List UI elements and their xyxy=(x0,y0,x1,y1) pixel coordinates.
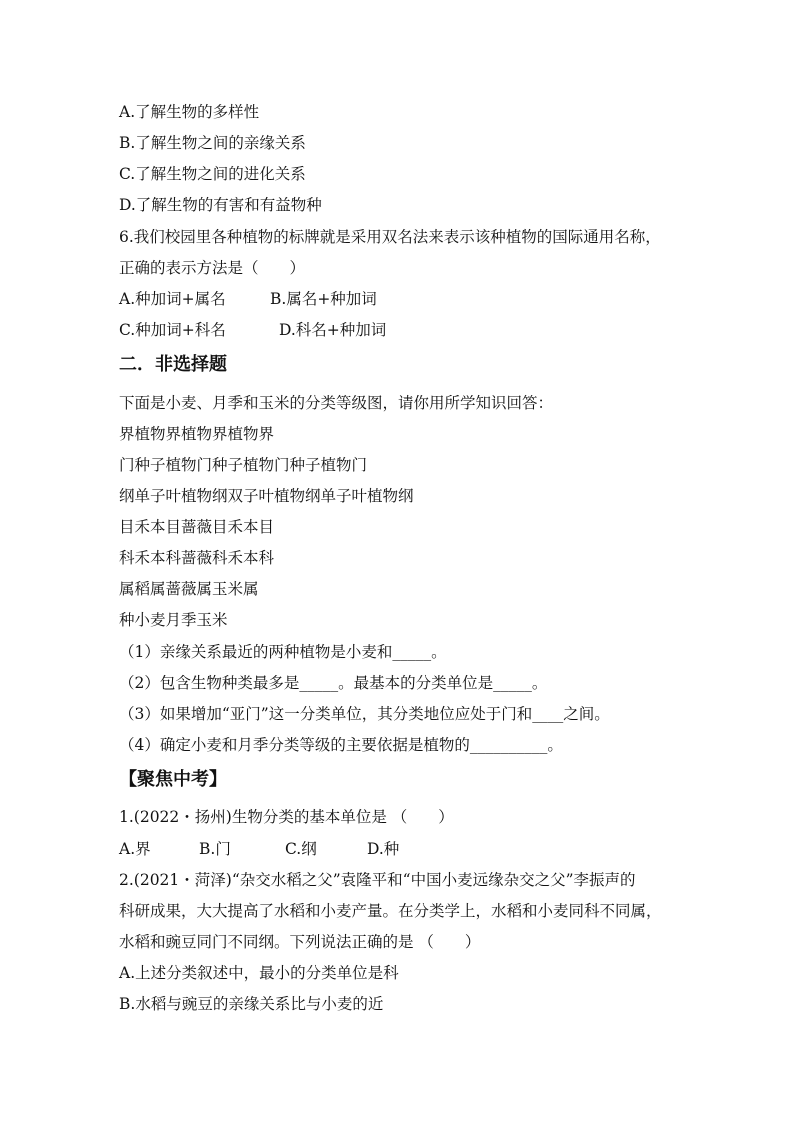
subquestion-3: （3）如果增加“亚门”这一分类单位，其分类地位应处于门和____之间。 xyxy=(119,705,610,723)
q5-option-d: D.了解生物的有害和有益物种 xyxy=(119,196,322,214)
q6-option-d: D.科名+种加词 xyxy=(279,321,387,339)
exam-q2-stem-line-1: 2.(2021・菏泽)“杂交水稻之父”袁隆平和“中国小麦远缘杂交之父”李振声的 xyxy=(119,871,636,889)
exam-q2-stem-line-2: 科研成果，大大提高了水稻和小麦产量。在分类学上，水稻和小麦同科不同属， xyxy=(119,902,662,920)
hierarchy-order: 目禾本目蔷薇目禾本目 xyxy=(119,518,275,536)
q6-option-b: B.属名+种加词 xyxy=(270,290,377,308)
exam-q1-option-a: A.界 xyxy=(119,840,151,858)
q5-option-b: B.了解生物之间的亲缘关系 xyxy=(119,134,306,152)
subquestion-4: （4）确定小麦和月季分类等级的主要依据是植物的__________。 xyxy=(119,736,563,754)
subquestion-2: （2）包含生物种类最多是_____。最基本的分类单位是_____。 xyxy=(119,674,548,692)
hierarchy-genus: 属稻属蔷薇属玉米属 xyxy=(119,580,259,598)
hierarchy-phylum: 门种子植物门种子植物门种子植物门 xyxy=(119,456,368,474)
subquestion-1: （1）亲缘关系最近的两种植物是小麦和_____。 xyxy=(119,643,447,661)
exam-q1-option-d: D.种 xyxy=(367,840,400,858)
hierarchy-family: 科禾本科蔷薇科禾本科 xyxy=(119,549,275,567)
q6-stem-line-2: 正确的表示方法是（ ） xyxy=(119,259,306,277)
hierarchy-class: 纲单子叶植物纲双子叶植物纲单子叶植物纲 xyxy=(119,487,414,505)
exam-q2-option-a: A.上述分类叙述中，最小的分类单位是科 xyxy=(119,964,399,982)
q5-option-a: A.了解生物的多样性 xyxy=(119,103,260,121)
section2-heading: 二．非选择题 xyxy=(119,354,227,375)
exam-q1-option-c: C.纲 xyxy=(285,840,317,858)
hierarchy-kingdom: 界植物界植物界植物界 xyxy=(119,425,275,443)
exam-q2-option-b: B.水稻与豌豆的亲缘关系比与小麦的近 xyxy=(119,995,384,1013)
q6-option-c: C.种加词+科名 xyxy=(119,321,226,339)
exam-q1-stem: 1.(2022・扬州)生物分类的基本单位是 （ ） xyxy=(119,808,454,826)
hierarchy-species: 种小麦月季玉米 xyxy=(119,611,228,629)
q5-option-c: C.了解生物之间的进化关系 xyxy=(119,165,306,183)
q6-option-a: A.种加词+属名 xyxy=(119,290,226,308)
exam-q2-stem-line-3: 水稻和豌豆同门不同纲。下列说法正确的是 （ ） xyxy=(119,933,481,951)
exam-q1-option-b: B.门 xyxy=(199,840,231,858)
q6-stem-line-1: 6.我们校园里各种植物的标牌就是采用双名法来表示该种植物的国际通用名称， xyxy=(119,228,661,246)
classification-intro: 下面是小麦、月季和玉米的分类等级图，请你用所学知识回答： xyxy=(119,394,554,412)
focus-exam-heading: 【聚焦中考】 xyxy=(119,769,227,790)
